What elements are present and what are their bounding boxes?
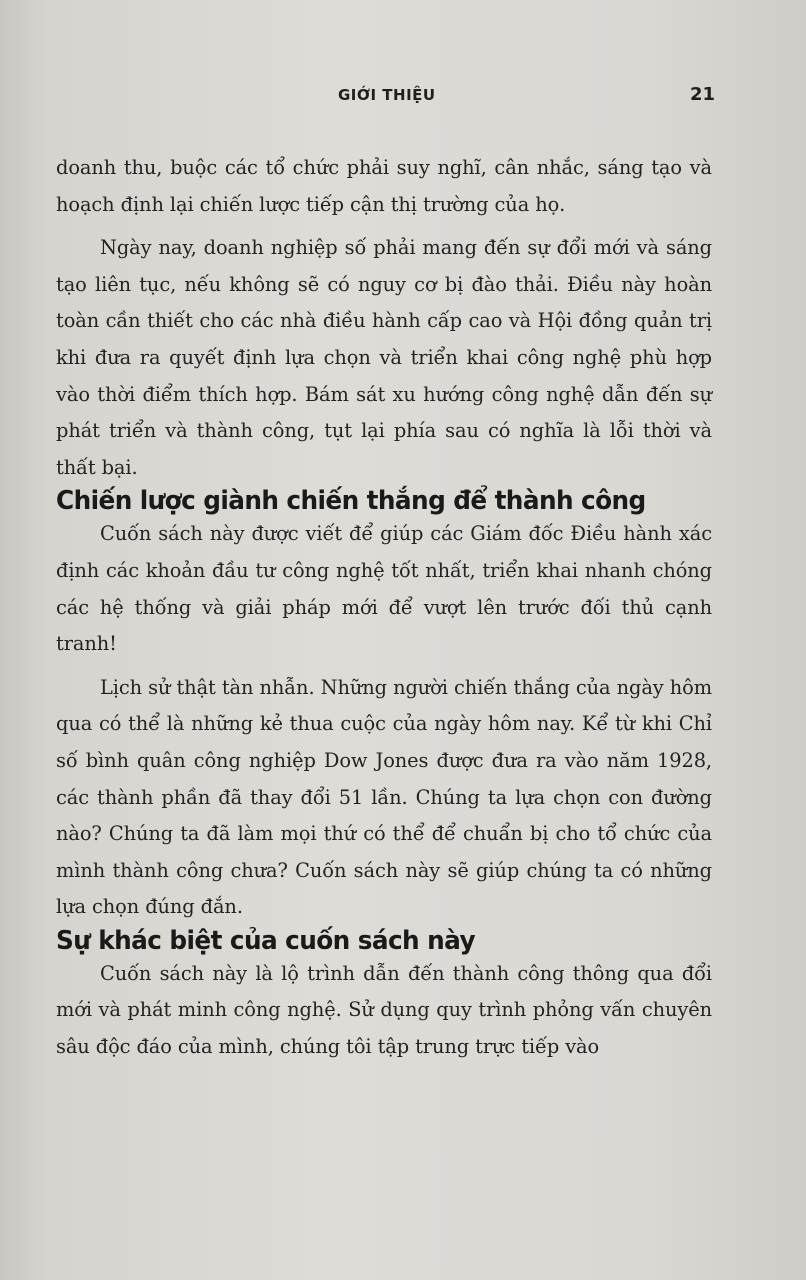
running-header	[0, 86, 806, 112]
paragraph-history: Lịch sử thật tàn nhẫn. Những người chiến thắng của ngày hôm qua có thể là những kẻ thua cuộc của ngày hôm nay. Kể từ khi Chỉ số bình quân công nghiệp Dow Jones được đưa ra vào năm 1928, các thành phần đã thay đổi 51 lần. Chúng ta lựa chọn con đường nào? Chúng ta đã làm mọi thứ có thể để chuẩn bị cho tổ chức của mình thành công chưa? Cuốn sách này sẽ giúp chúng ta có những lựa chọn đúng đắn.	[56, 675, 712, 919]
paragraph-continuation: doanh thu, buộc các tổ chức phải suy nghĩ, cân nhắc, sáng tạo và hoạch định lại chiến lược tiếp cận thị trường của họ.	[56, 156, 712, 216]
chapter-title: GIỚI THIỆU	[338, 86, 436, 104]
paragraph-digital-business: Ngày nay, doanh nghiệp số phải mang đến sự đổi mới và sáng tạo liên tục, nếu không sẽ có nguy cơ bị đào thải. Điều này hoàn toàn cần thiết cho các nhà điều hành cấp cao và Hội đồng quản trị khi đưa ra quyết định lựa chọn và triển khai công nghệ phù hợp vào thời điểm thích hợp. Bám sát xu hướng công nghệ dẫn đến sự phát triển và thành công, tụt lại phía sau có nghĩa là lỗi thời và thất bại.	[56, 236, 712, 479]
section-heading-winning-strategy: Chiến lược giành chiến thắng để thành công	[56, 486, 646, 517]
paragraph-book-purpose: Cuốn sách này được viết để giúp các Giám đốc Điều hành xác định các khoản đầu tư công nghệ tốt nhất, triển khai nhanh chóng các hệ thống và giải pháp mới để vượt lên trước đối thủ cạnh tranh!	[56, 522, 712, 656]
section-heading-difference: Sự khác biệt của cuốn sách này	[56, 925, 476, 956]
page-content	[56, 150, 712, 1066]
paragraph-roadmap: Cuốn sách này là lộ trình dẫn đến thành công thông qua đổi mới và phát minh công nghệ. Sử dụng quy trình phỏng vấn chuyên sâu độc đáo của mình, chúng tôi tập trung trực tiếp vào	[56, 961, 712, 1059]
page-number: 21	[690, 84, 716, 105]
